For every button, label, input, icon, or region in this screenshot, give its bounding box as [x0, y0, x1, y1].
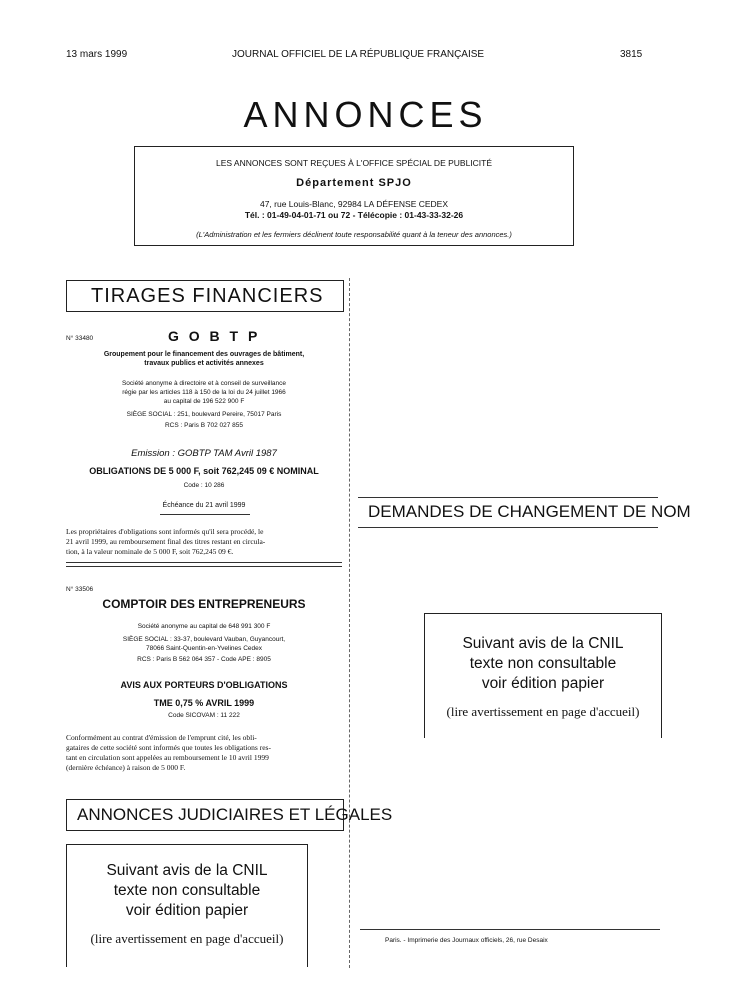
divider	[360, 929, 660, 930]
notice-code: Code : 10 286	[183, 482, 225, 489]
notice-subtitle: travaux publics et activités annexes	[144, 360, 264, 367]
info-disclaimer: (L'Administration et les fermiers déclinent toute responsabilité quant à la teneur des annonces.)	[196, 230, 512, 239]
notice-tme: TME 0,75 % AVRIL 1999	[153, 698, 255, 708]
cnil-notice-box	[424, 613, 662, 738]
notice-body-line: 21 avril 1999, au remboursement final des titres restant en circula-	[66, 537, 266, 546]
column-divider	[349, 278, 350, 968]
notice-description: 78066 Saint-Quentin-en-Yvelines Cedex	[146, 645, 262, 652]
notice-body-line: Les propriétaires d'obligations sont informés qu'il sera procédé, le	[66, 527, 264, 536]
notice-description: Société anonyme au capital de 648 991 300 F	[137, 623, 271, 630]
info-address: 47, rue Louis-Blanc, 92984 LA DÉFENSE CEDEX	[259, 199, 449, 209]
cnil-line: voir édition papier	[125, 902, 249, 919]
cnil-line: Suivant avis de la CNIL	[462, 635, 624, 652]
notice-obligations: OBLIGATIONS DE 5 000 F, soit 762,245 09 € NOMINAL	[89, 466, 319, 476]
cnil-line: (lire avertissement en page d'accueil)	[90, 931, 284, 946]
notice-description: RCS : Paris B 702 027 855	[164, 422, 244, 429]
section-title-judiciaires: ANNONCES JUDICIAIRES ET LÉGALES	[77, 805, 393, 824]
info-phone: Tél. : 01-49-04-01-71 ou 72 - Télécopie : 01-43-33-32-26	[244, 210, 464, 220]
info-department: Département SPJO	[296, 177, 412, 189]
notice-body	[66, 733, 271, 773]
page-title: ANNONCES	[243, 94, 488, 135]
cnil-line: voir édition papier	[481, 675, 605, 692]
notice-company: G O B T P	[168, 328, 261, 344]
header-journal-title: JOURNAL OFFICIEL DE LA RÉPUBLIQUE FRANÇAISE	[232, 49, 485, 60]
notice-description: au capital de 196 522 900 F	[163, 398, 245, 405]
notice-body	[66, 527, 265, 557]
divider	[66, 566, 342, 567]
notice-avis: AVIS AUX PORTEURS D'OBLIGATIONS	[120, 680, 288, 690]
cnil-line: Suivant avis de la CNIL	[106, 862, 268, 879]
notice-echeance: Échéance du 21 avril 1999	[162, 502, 246, 509]
notice-number: N° 33506	[66, 586, 94, 593]
divider	[66, 562, 342, 563]
divider	[160, 514, 250, 515]
notice-description: régie par les articles 118 à 150 de la loi du 24 juillet 1966	[122, 389, 286, 396]
header-date: 13 mars 1999	[66, 49, 128, 60]
notice-body-line: Conformément au contrat d'émission de l'emprunt cité, les obli-	[66, 733, 257, 742]
notice-description: RCS : Paris B 562 064 357 - Code APE : 8905	[137, 656, 271, 663]
header-page-number: 3815	[620, 49, 643, 60]
notice-body-line: tion, à la valeur nominale de 5 000 F, soit 762,245 09 €.	[66, 547, 234, 556]
info-box	[134, 146, 574, 246]
section-title-demandes: DEMANDES DE CHANGEMENT DE NOM	[368, 502, 691, 521]
section-header-tirages	[66, 280, 344, 312]
notice-body-line: (dernière échéance) à raison de 5 000 F.	[66, 763, 186, 772]
notice-code: Code SICOVAM : 11 222	[168, 712, 240, 719]
notice-body-line: gataires de cette société sont informés que toutes les obligations res-	[66, 743, 271, 752]
cnil-notice-box	[66, 844, 308, 967]
cnil-line: texte non consultable	[113, 882, 261, 899]
notice-company: COMPTOIR DES ENTREPRENEURS	[102, 597, 306, 611]
notice-description: SIÈGE SOCIAL : 251, boulevard Pereire, 75017 Paris	[126, 411, 282, 418]
section-header-judiciaires	[66, 799, 393, 831]
divider	[358, 527, 658, 528]
footer-printer: Paris. - Imprimerie des Journaux officiels, 26, rue Desaix	[385, 937, 548, 944]
section-title-tirages: TIRAGES FINANCIERS	[91, 285, 324, 307]
notice-emission: Emission : GOBTP TAM Avril 1987	[131, 448, 277, 459]
divider	[358, 497, 658, 498]
cnil-line: (lire avertissement en page d'accueil)	[446, 704, 640, 719]
notice-number: N° 33480	[66, 335, 94, 342]
info-line: LES ANNONCES SONT REÇUES À L'OFFICE SPÉCIAL DE PUBLICITÉ	[215, 158, 493, 168]
notice-body-line: tant en circulation sont appelées au remboursement le 10 avril 1999	[66, 753, 269, 762]
notice-description: Société anonyme à directoire et à conseil de surveillance	[121, 380, 287, 387]
notice-subtitle: Groupement pour le financement des ouvrages de bâtiment,	[103, 351, 305, 358]
cnil-line: texte non consultable	[469, 655, 617, 672]
notice-description: SIÈGE SOCIAL : 33-37, boulevard Vauban, Guyancourt,	[122, 636, 286, 643]
